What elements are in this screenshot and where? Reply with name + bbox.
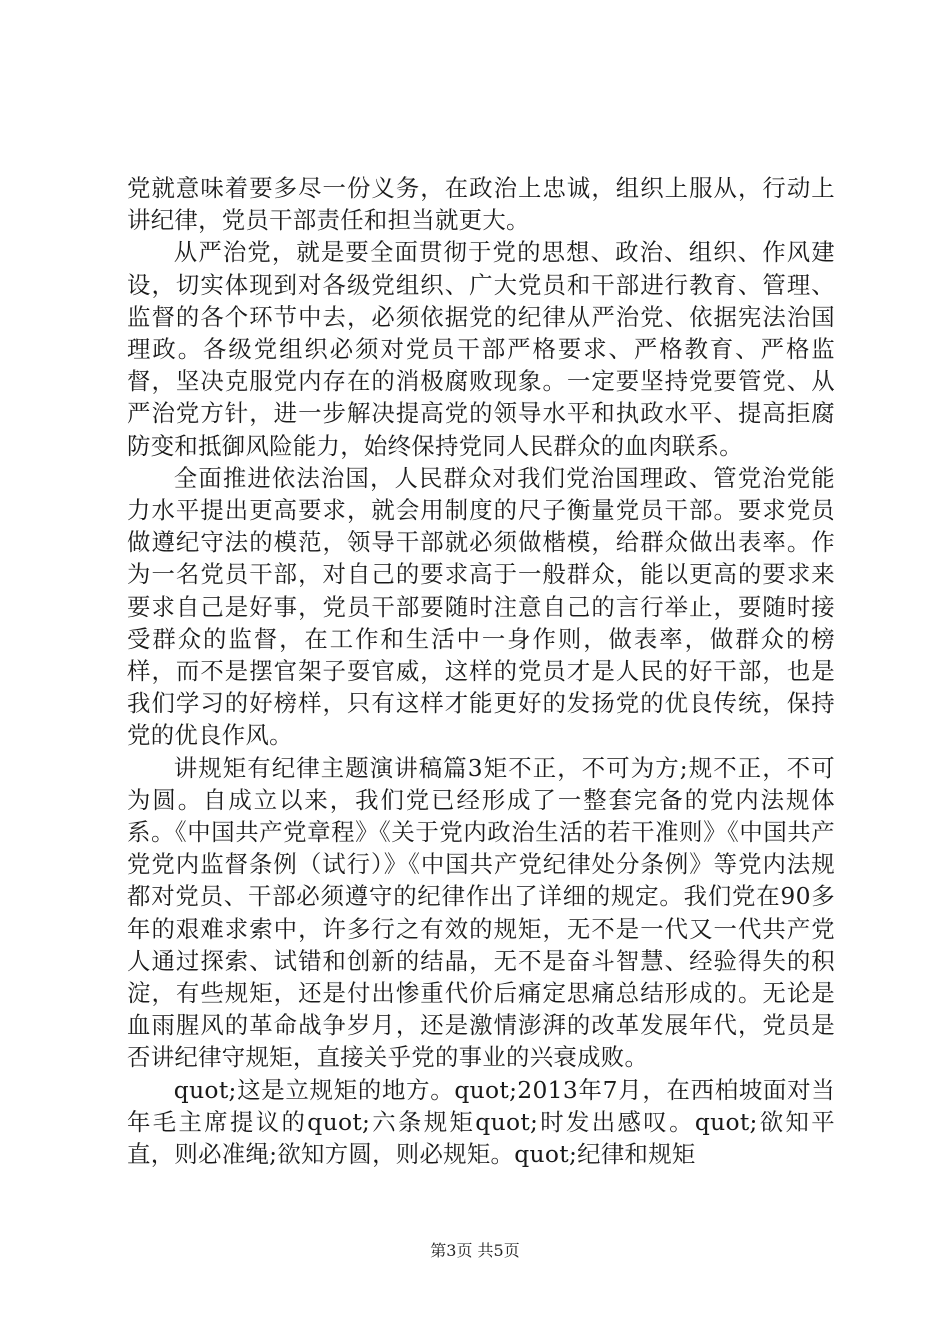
paragraph-3: 全面推进依法治国，人民群众对我们党治国理政、管党治党能力水平提出更高要求，就会用制度的尺子衡量党员干部。要求党员做遵纪守法的模范，领导干部就必须做楷模，给群众做出表率。作为一名党员干部，对自己的要求高于一般群众，能以更高的要求来要求自己是好事，党员干部要随时注意自己的言行举止，要随时接受群众的监督，在工作和生活中一身作则，做表率，做群众的榜样，而不是摆官架子耍官威，这样的党员才是人民的好干部，也是我们学习的好榜样，只有这样才能更好的发扬党的优良传统，保持党的优良作风。 [127, 463, 835, 750]
paragraph-5: quot;这是立规矩的地方。quot;2013年7月，在西柏坡面对当年毛主席提议的quot;六条规矩quot;时发出感叹。quot;欲知平直，则必准绳;欲知方圆，则必规矩。quot;纪律和规矩 [127, 1075, 835, 1169]
page-number-footer: 第3页 共5页 [430, 1241, 520, 1260]
document-body [127, 172, 835, 1170]
paragraph-4: 讲规矩有纪律主题演讲稿篇3矩不正，不可为方;规不正，不可为圆。自成立以来，我们党已经形成了一整套完备的党内法规体系。《中国共产党章程》《关于党内政治生活的若干准则》《中国共产党党内监督条例（试行）》《中国共产党纪律处分条例》等党内法规都对党员、干部必须遵守的纪律作出了详细的规定。我们党在90多年的艰难求索中，许多行之有效的规矩，无不是一代又一代共产党人通过探索、试错和创新的结晶，无不是奋斗智慧、经验得失的积淀，有些规矩，还是付出惨重代价后痛定思痛总结形成的。无论是血雨腥风的革命战争岁月，还是激情澎湃的改革发展年代，党员是否讲纪律守规矩，直接关乎党的事业的兴衰成败。 [127, 753, 835, 1072]
paragraph-2: 从严治党，就是要全面贯彻于党的思想、政治、组织、作风建设，切实体现到对各级党组织、广大党员和干部进行教育、管理、监督的各个环节中去，必须依据党的纪律从严治党、依据宪法治国理政。各级党组织必须对党员干部严格要求、严格教育、严格监督，坚决克服党内存在的消极腐败现象。一定要坚持党要管党、从严治党方针，进一步解决提高党的领导水平和执政水平、提高拒腐防变和抵御风险能力，始终保持党同人民群众的血肉联系。 [127, 238, 835, 460]
paragraph-1: 党就意味着要多尽一份义务，在政治上忠诚，组织上服从，行动上讲纪律，党员干部责任和担当就更大。 [127, 174, 835, 235]
